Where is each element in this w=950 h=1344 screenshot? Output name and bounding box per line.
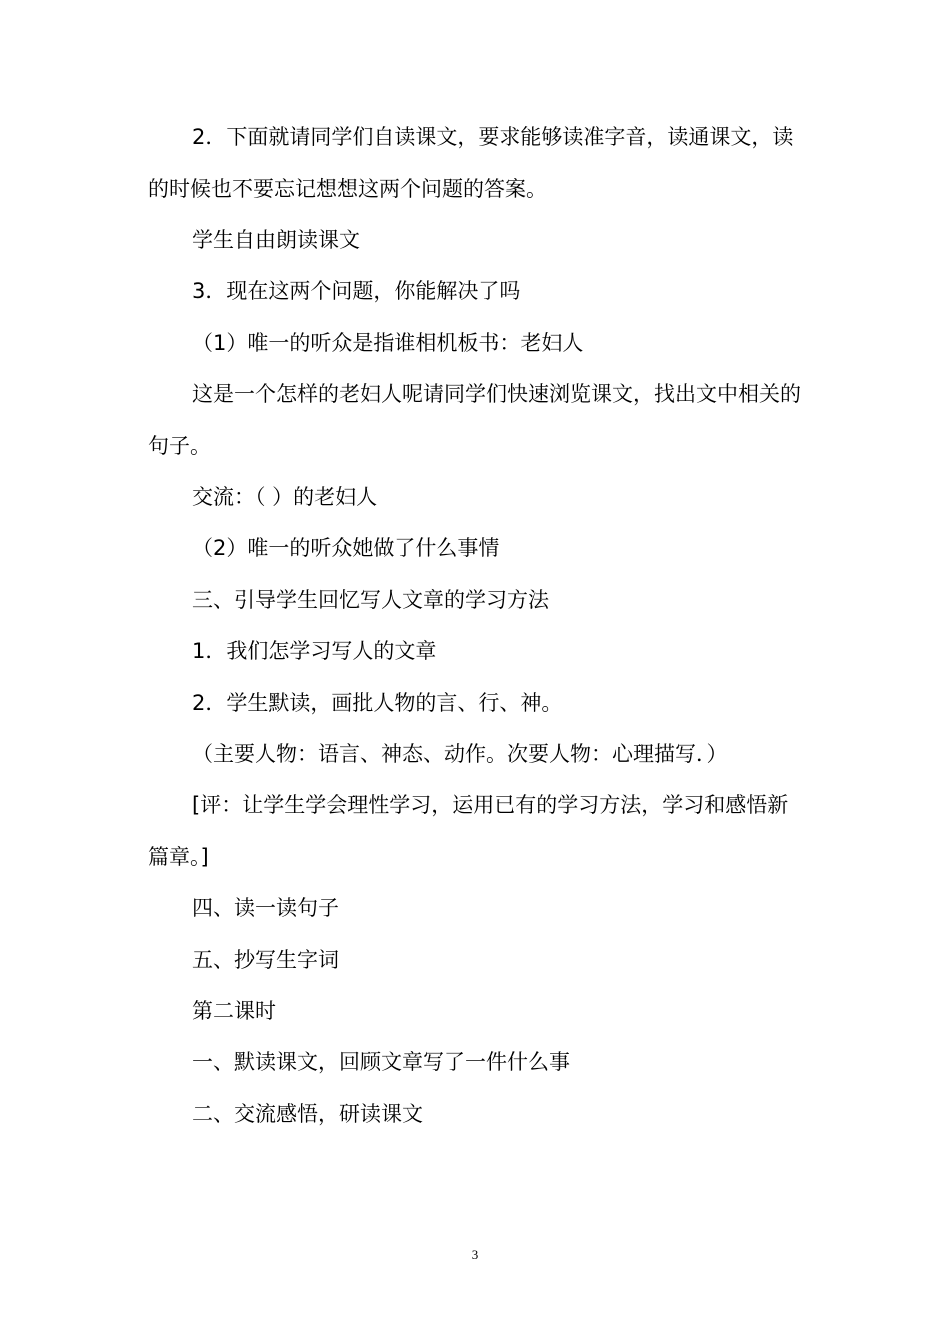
- section-heading-4: 四、读一读句子: [192, 896, 339, 920]
- paragraph-question-3: 3．现在这两个问题，你能解决了吗: [192, 279, 521, 303]
- section-heading-3: 三、引导学生回忆写人文章的学习方法: [192, 588, 549, 612]
- paragraph-step-1: 1．我们怎学习写人的文章: [192, 639, 437, 663]
- section-heading-5: 五、抄写生字词: [192, 948, 339, 972]
- section-heading-2-second: 二、交流感悟，研读课文: [192, 1102, 423, 1126]
- paragraph-sub-question-2: （2）唯一的听众她做了什么事情: [192, 536, 500, 560]
- paragraph-step-2: 2．学生默读，画批人物的言、行、神。: [192, 691, 563, 715]
- page-number: 3: [471, 1247, 479, 1262]
- paragraph-characters-note: （主要人物：语言、神态、动作。次要人物：心理描写．）: [192, 742, 728, 766]
- paragraph-exchange: 交流：（ ）的老妇人: [192, 485, 378, 509]
- paragraph-read-aloud-instruction: 2．下面就请同学们自读课文，要求能够读准字音，读通课文，读的时候也不要忘记想想这两个问题的答案。: [148, 125, 794, 201]
- lesson-heading-second: 第二课时: [192, 999, 276, 1023]
- paragraph-comment: [评：让学生学会理性学习，运用已有的学习方法，学习和感悟新篇章。]: [148, 793, 789, 869]
- section-heading-1-second: 一、默读课文，回顾文章写了一件什么事: [192, 1050, 570, 1074]
- paragraph-sub-question-1: （1）唯一的听众是指谁相机板书：老妇人: [192, 331, 584, 355]
- paragraph-old-woman-browse: 这是一个怎样的老妇人呢请同学们快速浏览课文，找出文中相关的句子。: [148, 382, 801, 458]
- paragraph-free-reading: 学生自由朗读课文: [192, 228, 360, 252]
